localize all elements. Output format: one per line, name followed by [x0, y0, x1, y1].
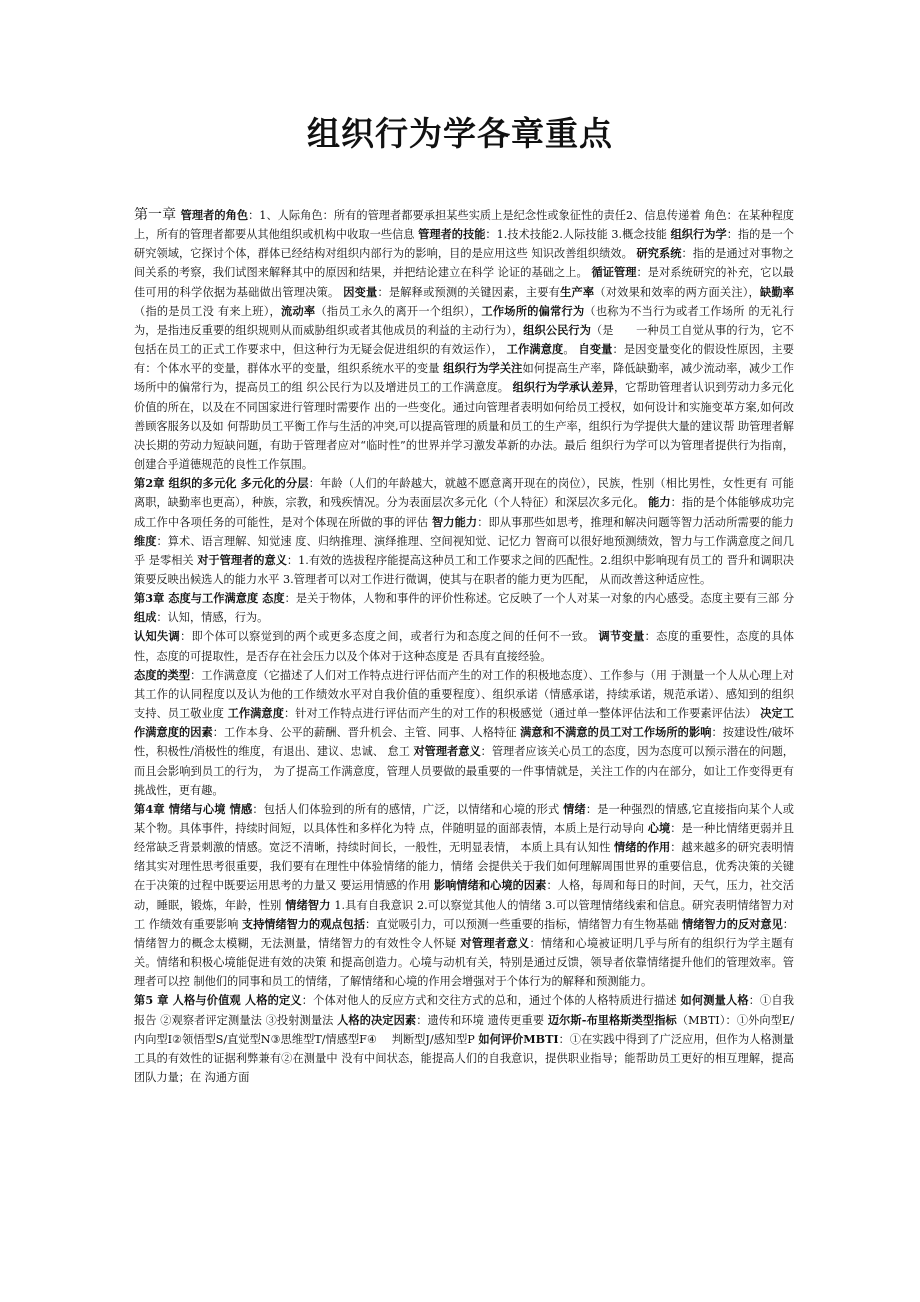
bold-term: 维度 [134, 533, 157, 548]
text-run: ：1.技术技能2.人际技能 3.概念技能 [485, 228, 671, 242]
paragraph [134, 666, 794, 800]
bold-term: 影响情绪和心境的因素 [433, 878, 547, 893]
text-run: ：管理者应该关心员工的态度，因为态度可以预示潜在的问题，而且会影响到员工的行为， 为了提高工作满意度，管理人员要做的最重要的一件事情就是，关注工作的内在部分，如让工作变得更有 挑战性，更有趣。 [134, 745, 794, 797]
bold-term: 因变量 [343, 284, 378, 299]
text-run: （指的是员工没 有来上班）， [134, 304, 281, 318]
bold-term: 调节变量 [598, 629, 645, 644]
text-run: ：是解释或预测的关键因素，主要有 [377, 285, 561, 299]
text-run: ：工作满意度（它描述了人们对工作特点进行评估而产生的对工作的积极地态度）、工作参与（用 于测量一个人从心理上对其工作的认同程度以及认为他的工作绩效水平对自我价值的重要程度）、组织承诺（情感承诺，持续承诺，规范承诺）、感知到的组织支持、员工敬业度 [134, 668, 794, 721]
bold-term: 迈尔斯-布里格斯类型指标 [547, 1012, 677, 1027]
bold-term: 情绪智力 [285, 897, 331, 912]
bold-term: 情绪的作用 [613, 840, 671, 855]
text-run: ：①在实践中得到了广泛应用，但作为人格测量工具的有效性的证据利弊兼有②在测量中 没有中间状态，能提高人们的自我意识，提供职业指导；能帮助员工更好的相互理解，提高团队力量；在 沟通方面 [134, 1032, 794, 1085]
paragraph [134, 627, 794, 665]
text-run: （也称为不当行为或者工作场所 的无礼行为，是指违反重要的组织规则从而威胁组织或者其他成员的利益的主动行为）， [134, 304, 794, 337]
text-run: （MBTI）：①外向型E/内向型I②领悟型S/直觉型N③思维型T/情感型F④ 判断型J/感知型P [134, 1013, 794, 1046]
bold-term: 第4章 情绪与心境 情感 [134, 801, 253, 816]
bold-term: 能力 [648, 495, 671, 510]
bold-term: 情绪 [563, 801, 586, 816]
text-run: 如何提高生产率，降低缺勤率，减少流动率，减少工作场所中的偏常行为，提高员工的组 织公民行为以及增进员工的工作满意度。 [134, 362, 794, 395]
text-run: （指员工永久的离开一个组织）， [315, 304, 482, 318]
bold-term: 支持情绪智力的观点包括 [241, 916, 366, 931]
text-run: ：1.有效的选拔程序能提高这种员工和工作要求之间的匹配性。2.组织中影响现有员工的 晋升和调职决策要反映出候选人的能力水平 3.管理者可以对工作进行微调，使其与在职者的能力更为匹配， 从而改善这种适应性。 [134, 553, 794, 586]
text-run: ：算术、语言理解、知觉速 度、归纳推理、演绎推理、空间视知觉、记忆力 智商可以很好地预测绩效，智力与工作满意度之间几乎 是零相关 [134, 534, 794, 567]
text-run: ：认知，情感，行为。 [156, 611, 269, 625]
bold-term: 流动率 [281, 303, 316, 318]
text-run: ：指的是一个研究领域，它探讨个体，群体已经结构对组织内部行为的影响，目的是应用这些 知识改善组织绩效。 [134, 228, 794, 261]
bold-term: 如何测量人格 [680, 993, 749, 1008]
paragraph [134, 206, 794, 474]
bold-term: 管理者的技能 [418, 227, 486, 242]
paragraph [134, 800, 794, 992]
text-run: ：是因变量变化的假设性原因，主要有：个体水平的变量，群体水平的变量，组织系统水平的变量 [134, 343, 794, 376]
bold-term: 如何评价MBTI [478, 1031, 559, 1046]
bold-term: 组成 [134, 610, 157, 625]
text-run: ：越来越多的研究表明情绪其实对理性思考很重要，我们要有在理性中体验情绪的能力，情绪 会提供关于我们如何理解周围世界的重要信息，优秀决策的关键在于决策的过程中既要运用思考的力量又 要运用情感的作用 [134, 841, 794, 893]
bold-term: 第5 章 人格与价值观 人格的定义 [134, 993, 302, 1008]
bold-term: 组织公民行为 [523, 322, 591, 337]
text-run: ：按建设性/破坏性，积极性/消极性的维度，有退出、建议、忠诚、 怠工 [134, 726, 794, 759]
text-run: （是 一种员工自觉从事的行为，它不包括在员工的正式工作要求中，但这种行为无疑会促进组织的有效运作）， [134, 323, 794, 357]
text-run: 。 [563, 343, 579, 357]
bold-term: 研究系统 [636, 246, 682, 261]
text-run: ：即个体可以察觉到的两个或更多态度之间，或者行为和态度之间的任何不一致。 [180, 630, 599, 644]
text-run: ：是一种强烈的情感,它直接指向某个人或某个物。具体事件，持续时间短，以具体性和多样化为特 点，伴随明显的面部表情，本质上是行动导向 [134, 802, 794, 835]
bold-term: 心境 [647, 821, 671, 835]
text-run: ：年龄（人们的年龄越大，就越不愿意离开现在的岗位），民族，性别（相比男性，女性更有 可能离职，缺勤率也更高），种族，宗教，和残疾情况。分为表面层次多元化（个人特征）和深层次多元化。 [134, 477, 794, 510]
text-run: ：态度的重要性，态度的具体性，态度的可提取性，是否存在社会压力以及个体对于这种态度是 否具有直接经验。 [134, 630, 794, 663]
bold-term: 工作满意度 [227, 706, 284, 721]
text-run: ：指的是个体能够成功完成工作中各项任务的可能性，是对个体现在所做的事的评估 [134, 496, 794, 529]
bold-term: 第2章 组织的多元化 多元化的分层 [134, 476, 309, 491]
bold-term: 态度的类型 [134, 667, 191, 682]
bold-term: 满意和不满意的员工对工作场所的影响 [520, 725, 712, 740]
text-run: ：指的是通过对事物之间关系的考察，我们试图来解释其中的原因和结果，并把结论建立在科学 论证的基础之上。 [134, 247, 794, 280]
bold-term: 认知失调 [134, 629, 181, 644]
document-body [134, 206, 794, 1087]
text-run: ：1、人际角色：所有的管理者都要承担某些实质上是纪念性或象征性的责任2、信息传递着 角色：在某种程度上，所有的管理者都要从其他组织或机构中收取一些信息 [134, 209, 794, 242]
paragraph [134, 589, 794, 627]
bold-term: 组织行为学关注 [443, 361, 523, 376]
bold-term: 自变量 [578, 342, 613, 357]
bold-term: 组织行为学 [670, 227, 727, 242]
text-run: ，它帮助管理者认识到劳动力多元化价值的所在，以及在不同国家进行管理时需要作 出的一些变化。通过向管理者表明如何给员工授权，如何设计和实施变革方案,如何改善顾客服务以及如 何帮助员工平衡工作与生活的冲突,可以提高管理的质量和员工的生产率，组织行为学提供大量的建议帮 助管理者解决长期的劳动力短缺问题，有助于管理者应对“临时性”的世界并学习激发革新的办法。最后 组织行为学可以为管理者提供行为指南，创建合乎道德规范的良性工作氛围。 [134, 381, 794, 472]
text-run: 1.具有自我意识 2.可以察觉其他人的情绪 3.可以管理情绪线索和信息。研究表明情绪智力对工 作绩效有重要影响 [134, 898, 794, 931]
bold-term: 对管理者意义 [460, 935, 530, 950]
bold-term: 对于管理者的意义 [197, 552, 287, 567]
bold-term: 循证管理 [591, 265, 637, 280]
text-run: ：工作本身、公平的薪酬、晋升机会、主管、同事、人格特征 [212, 726, 521, 740]
text-run: ：是关于物体，人物和事件的评价性称述。它反映了一个人对某一对象的内心感受。态度主要有三部 分 [284, 592, 795, 606]
bold-term: 生产率 [560, 284, 595, 299]
bold-term: 智力能力 [431, 514, 478, 529]
bold-term: 人格的决定因素 [337, 1012, 417, 1027]
text-run: ：情绪和心境被证明几乎与所有的组织行为学主题有关。情绪和积极心境能促进有效的决策 和提高创造力。心境与动机有关，特别是通过反馈，领导者依靠情绪提升他们的管理效率。管理者可以控 制他们的同事和员工的情绪，了解情绪和心境的作用会增强对于个体行为的解释和预测能力。 [134, 936, 794, 989]
text-run: ：是一种比情绪更弱并且经常缺乏背景刺激的情感。宽泛不清晰，持续时间长，一般性，无明显表情， 本质上具有认知性 [134, 822, 794, 855]
text-run: ：人格，每周和每日的时间，天气，压力，社交活动，睡眠，锻炼，年龄，性别 [134, 879, 794, 912]
text-run: ：遗传和环境 遗传更重要 [416, 1013, 548, 1027]
bold-term: 管理者的角色 [180, 208, 249, 222]
text-run: 第一章 [134, 207, 181, 223]
bold-term: 决定工作满意度的因素 [134, 706, 794, 740]
text-run: ：直觉吸引力，可以预测一些重要的指标，情绪智力有生物基础 [365, 917, 683, 931]
paragraph [134, 991, 794, 1087]
text-run: （对效果和效率的两方面关注）， [594, 285, 760, 299]
bold-term: 组织行为学承认差异 [512, 380, 614, 395]
bold-term: 工作满意度 [506, 342, 564, 357]
text-run: ：包括人们体验到的所有的感情，广泛，以情绪和心境的形式 [252, 802, 564, 816]
text-run: ：针对工作特点进行评估而产生的对工作的积极感觉（通过单一整体评估法和工作要素评估法） [283, 707, 761, 721]
bold-term: 缺勤率 [759, 284, 794, 299]
document-title: 组织行为学各章重点 [307, 114, 613, 153]
bold-term: 对管理者意义 [413, 744, 481, 759]
text-run: ：情绪智力的概念太模糊，无法测量，情绪智力的有效性令人怀疑 [134, 917, 794, 950]
text-run: ：即从事那些如思考，推理和解决问题等智力活动所需要的能力 [477, 515, 794, 529]
text-run: ：个体对他人的反应方式和交往方式的总和，通过个体的人格特质进行描述 [301, 994, 681, 1008]
paragraph [134, 474, 794, 589]
text-run: ：是对系统研究的补充，它以最佳可用的科学依据为基础做出管理决策。 [134, 266, 794, 299]
bold-term: 情绪智力的反对意见 [682, 916, 783, 931]
text-run: ：①自我报告 ②观察者评定测量法 ③投射测量法 [134, 994, 794, 1027]
bold-term: 工作场所的偏常行为 [481, 303, 585, 318]
bold-term: 第3章 态度与工作满意度 态度 [134, 591, 285, 606]
